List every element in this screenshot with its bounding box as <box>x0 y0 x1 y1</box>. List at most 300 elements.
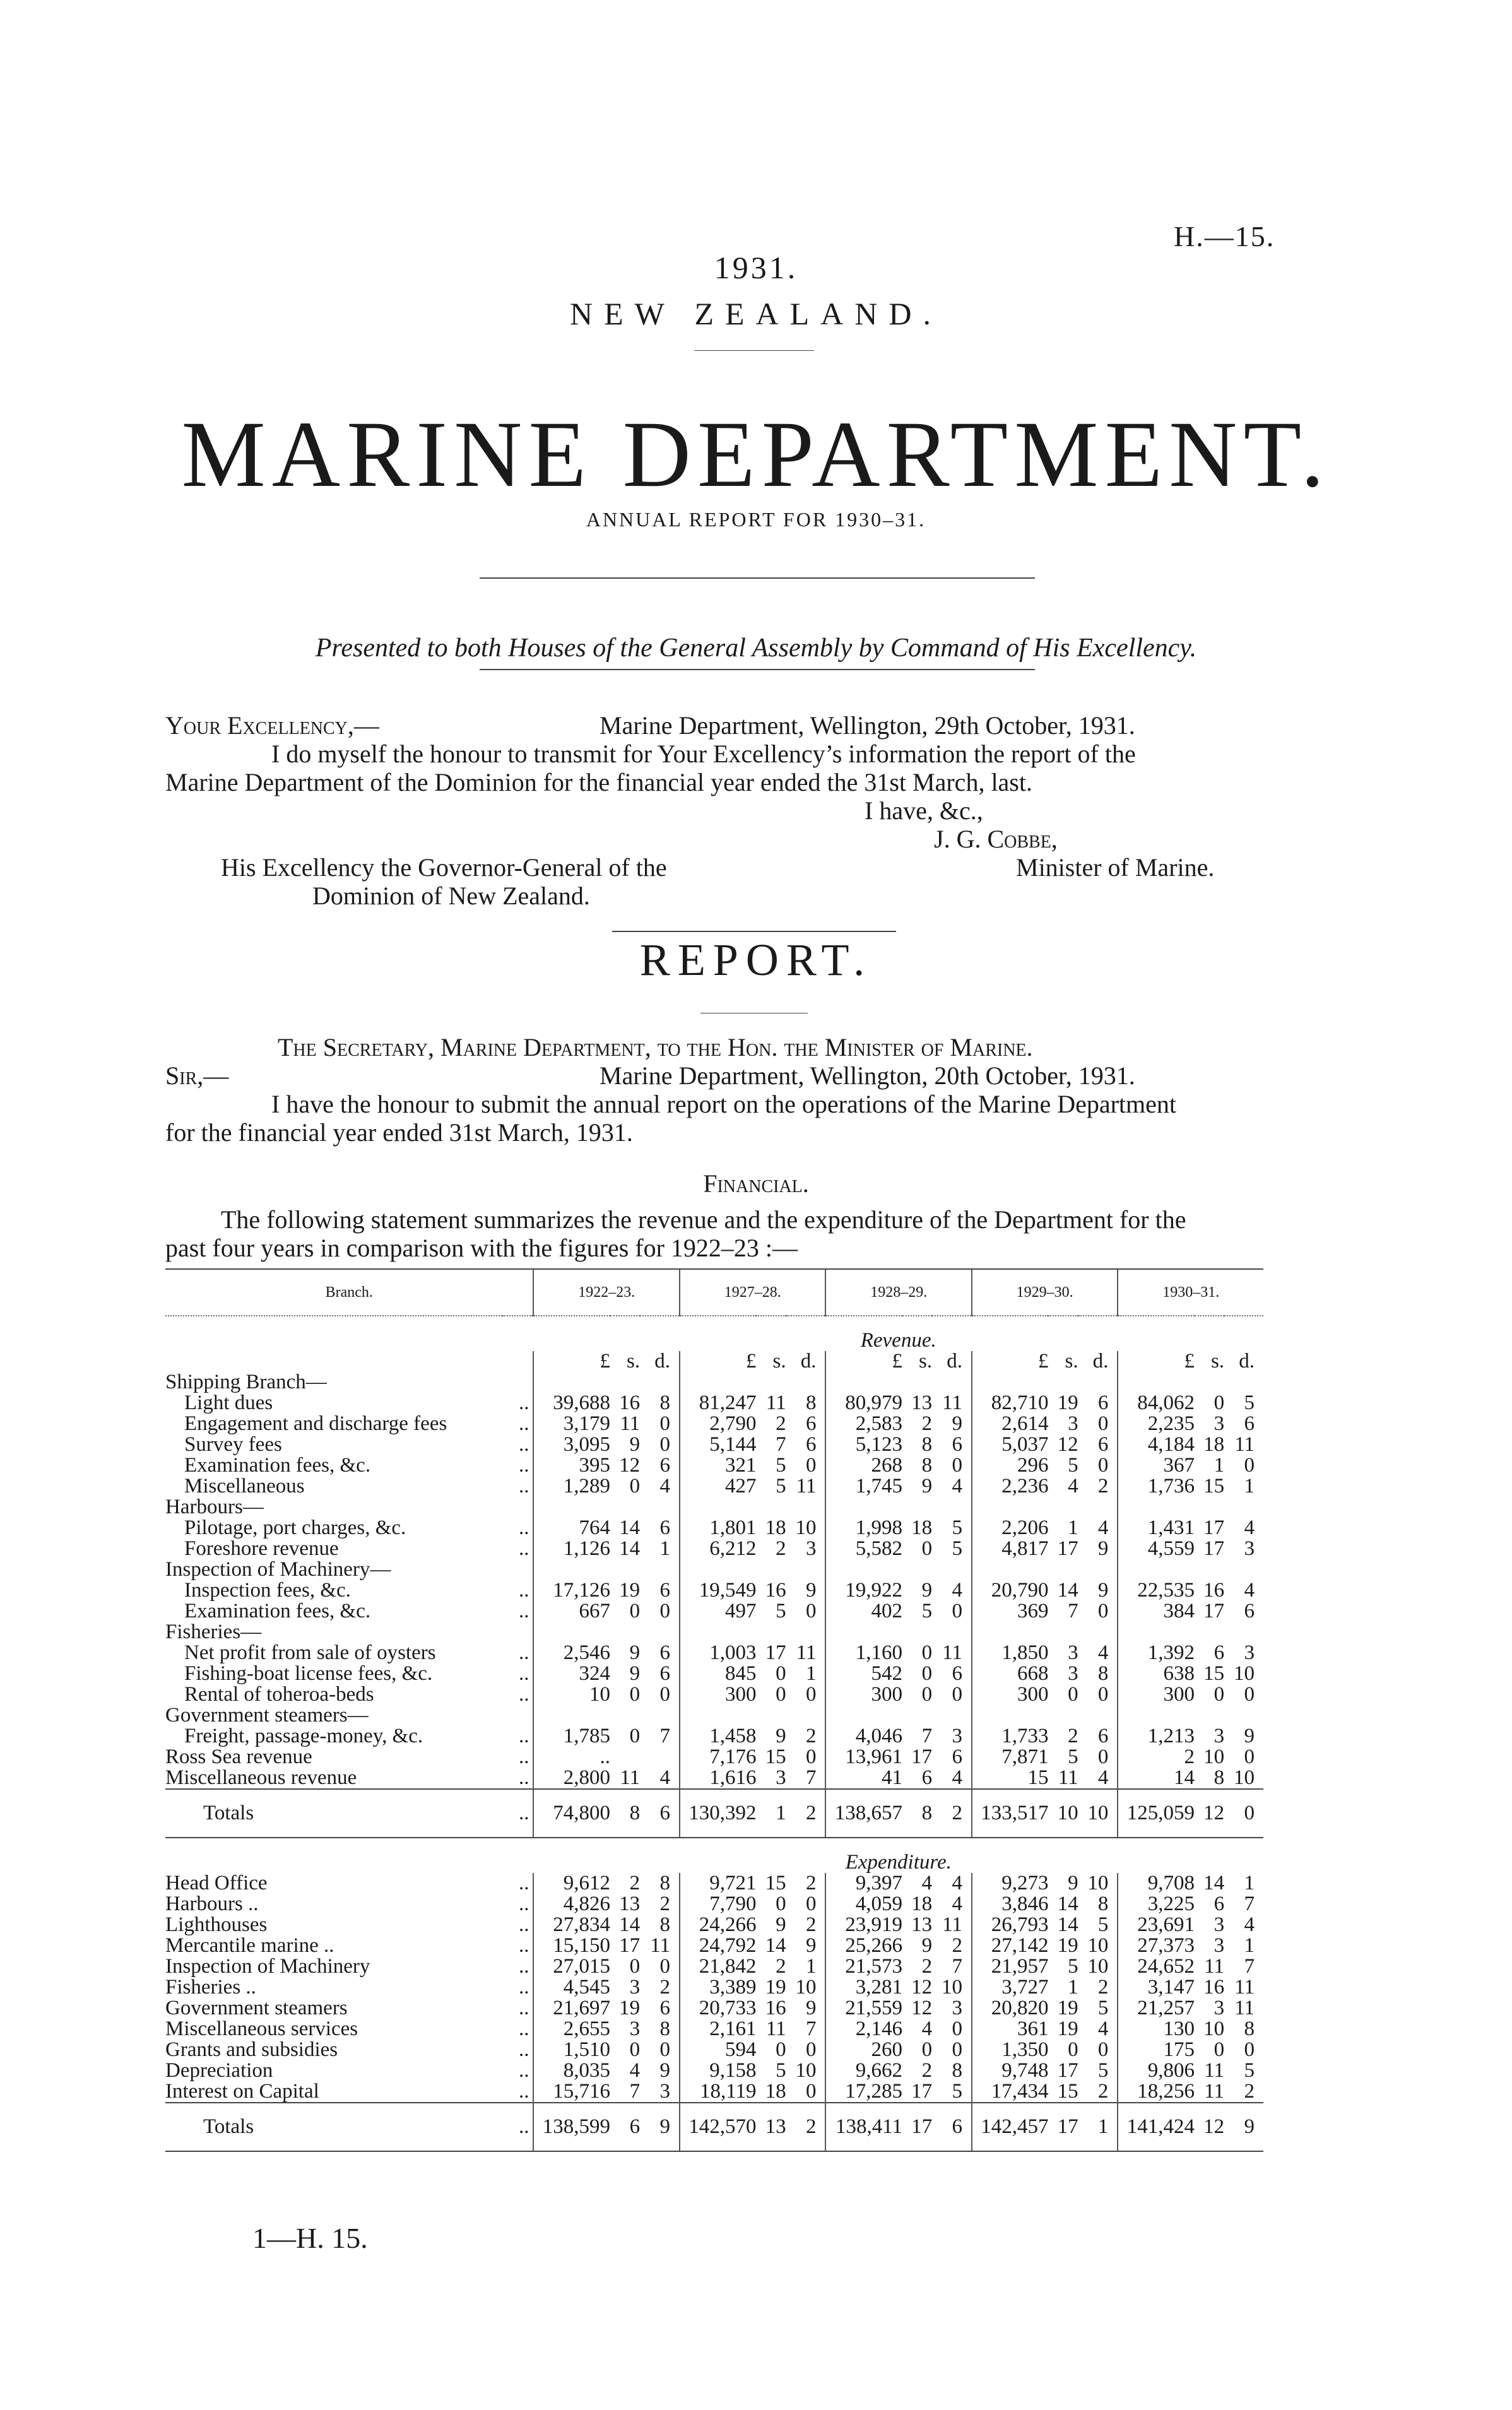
pound-value: 1,733 <box>972 1726 1049 1747</box>
pound-value: 25,266 <box>825 1935 902 1956</box>
table-cell <box>932 1622 972 1643</box>
pence-value: 9 <box>1097 1579 1109 1602</box>
pound-value: 24,652 <box>1118 1956 1195 1977</box>
shilling-value: 17 <box>765 1641 786 1664</box>
shilling-value: 5 <box>1068 1745 1078 1768</box>
shilling-value: 0 <box>921 1537 933 1560</box>
pence-value: 0 <box>805 1683 817 1706</box>
shilling-value: 2 <box>921 1955 933 1978</box>
pound-value: 3,095 <box>533 1434 610 1455</box>
shilling-value: 15 <box>765 1745 786 1768</box>
table-cell <box>680 1497 757 1518</box>
pound-value: 9,662 <box>825 2060 902 2081</box>
leader-dots: .. <box>518 1662 529 1685</box>
shilling-value: 18 <box>1203 1433 1225 1456</box>
shilling-value: 7 <box>921 1725 933 1747</box>
table-cell <box>972 1372 1049 1393</box>
table-cell <box>640 1559 680 1580</box>
letter-salutation: Your Excellency,— <box>165 711 379 740</box>
shilling-value: 0 <box>629 1683 641 1706</box>
table-cell <box>165 1838 502 1873</box>
shilling-value: 6 <box>921 1766 933 1789</box>
pence-value: 1 <box>1244 1872 1255 1894</box>
table-row <box>165 1915 1263 1935</box>
pound-value: 9,397 <box>825 1873 902 1894</box>
shilling-value: 2 <box>921 2059 933 2082</box>
shilling-value: 16 <box>1203 1976 1225 1999</box>
table-cell <box>932 1372 972 1393</box>
pence-value: 1 <box>659 1537 670 1560</box>
report-body-line: I have the honour to submit the annual report on the operations of the Marine Department <box>271 1090 1177 1118</box>
pence-value: 7 <box>1244 1893 1255 1915</box>
shilling-value: 0 <box>776 1893 786 1915</box>
pound-value: 142,457 <box>972 2103 1049 2151</box>
pound-value: 21,257 <box>1118 1998 1195 2019</box>
pence-value: 10 <box>1087 1872 1109 1894</box>
row-label: Fishing-boat license fees, &c. <box>184 1662 433 1685</box>
pence-value: 0 <box>1097 1600 1109 1622</box>
pence-value: 0 <box>659 2038 670 2061</box>
pound-value: 4,559 <box>1118 1539 1195 1559</box>
table-cell <box>825 1497 902 1518</box>
table-cell <box>533 1705 610 1726</box>
shilling-value: 1 <box>1068 1976 1078 1999</box>
presented-line: Presented to both Houses of the General Assembly by Command of His Excellency. <box>315 634 1197 663</box>
pence-value: 6 <box>805 1412 817 1435</box>
pound-value: 133,517 <box>972 1789 1049 1838</box>
pound-value: 17,126 <box>533 1580 610 1601</box>
shilling-value: 0 <box>921 1662 933 1685</box>
pound-value: 39,688 <box>533 1393 610 1414</box>
pound-value: 2,236 <box>972 1476 1049 1497</box>
leader-dots: .. <box>518 1683 529 1706</box>
row-label: Harbours .. <box>165 1893 259 1915</box>
pence-value: 0 <box>659 1600 670 1622</box>
pound-value: 138,657 <box>825 1789 902 1838</box>
pence-value: 6 <box>659 1997 670 2019</box>
pence-value: 11 <box>796 1641 817 1664</box>
pence-value: 8 <box>659 1872 670 1894</box>
shilling-value: 11 <box>1204 1955 1225 1978</box>
pound-value: 18,256 <box>1118 2081 1195 2103</box>
table-cell <box>1195 1497 1224 1518</box>
shilling-value: 8 <box>921 1454 933 1477</box>
shilling-value: 4 <box>921 2017 933 2040</box>
department-title: MARINE DEPARTMENT. <box>181 402 1331 507</box>
row-label: Government steamers— <box>165 1704 369 1727</box>
pound-value: 1,160 <box>825 1643 902 1663</box>
shilling-value: 3 <box>1214 1934 1225 1957</box>
pence-value: 10 <box>1078 1789 1118 1838</box>
shilling-value: 7 <box>1068 1600 1078 1622</box>
pound-value: 23,691 <box>1118 1915 1195 1935</box>
pound-value: 2,790 <box>680 1414 757 1434</box>
pound-value: 142,570 <box>680 2103 757 2151</box>
table-cell <box>756 1705 786 1726</box>
table-cell <box>502 1316 533 1351</box>
leader-dots <box>502 1372 533 1393</box>
financial-table <box>165 1268 1263 2152</box>
table-cell <box>165 1316 502 1351</box>
pence-value: 2 <box>1097 2080 1109 2103</box>
pound-value: 542 <box>825 1663 902 1684</box>
pence-value: 2 <box>1244 2080 1255 2103</box>
pound-value: 138,599 <box>533 2103 610 2151</box>
shilling-value: 8 <box>921 1433 933 1456</box>
section-row <box>165 1838 1263 1873</box>
pound-value: 41 <box>825 1768 902 1789</box>
units-row <box>165 1351 1263 1372</box>
pound-value: 27,834 <box>533 1915 610 1935</box>
shilling-value: 7 <box>629 2080 641 2103</box>
pound-value: 9,273 <box>972 1873 1049 1894</box>
pound-value: 26,793 <box>972 1915 1049 1935</box>
pence-value: 0 <box>952 1600 962 1622</box>
pence-value: 4 <box>1244 1516 1255 1539</box>
pound-value: 10 <box>533 1684 610 1705</box>
unit-pound: £ <box>1118 1351 1195 1372</box>
table-cell <box>825 1622 902 1643</box>
pence-value: 0 <box>805 1454 817 1477</box>
column-header: Branch. <box>165 1269 533 1316</box>
pence-value: 9 <box>1097 1537 1109 1560</box>
shilling-value: 13 <box>911 1913 933 1936</box>
table-cell <box>610 1372 640 1393</box>
shilling-value: 17 <box>902 2103 932 2151</box>
leader-dots: .. <box>518 1433 529 1456</box>
row-label: Government steamers <box>165 1997 348 2019</box>
shilling-value: 0 <box>921 2038 933 2061</box>
shilling-value: 13 <box>756 2103 786 2151</box>
pence-value: 7 <box>805 1766 817 1789</box>
pence-value: 2 <box>786 1789 826 1838</box>
pound-value: 1,213 <box>1118 1726 1195 1747</box>
row-label: Net profit from sale of oysters <box>184 1641 436 1664</box>
table-cell <box>680 1705 757 1726</box>
table-cell <box>902 1622 932 1643</box>
pound-value: 9,708 <box>1118 1873 1195 1894</box>
shilling-value: 9 <box>629 1433 641 1456</box>
pound-value: 1,003 <box>680 1643 757 1663</box>
pound-value: 175 <box>1118 2040 1195 2060</box>
pence-value: 3 <box>952 1997 962 2019</box>
pence-value: 4 <box>659 1475 670 1497</box>
table-cell <box>1224 1705 1263 1726</box>
shilling-value: 4 <box>1068 1475 1078 1497</box>
section-heading: Financial. <box>703 1169 809 1198</box>
pound-value: 9,806 <box>1118 2060 1195 2081</box>
pound-value: 5,582 <box>825 1539 902 1559</box>
shilling-value: 15 <box>1057 2080 1078 2103</box>
table-cell <box>1224 1497 1263 1518</box>
shilling-value: 5 <box>1068 1955 1078 1978</box>
table-row <box>165 1894 1263 1915</box>
shilling-value: 11 <box>765 2017 786 2040</box>
pound-value: 138,411 <box>825 2103 902 2151</box>
shilling-value: 10 <box>1203 1745 1225 1768</box>
report-dateline: Marine Department, Wellington, 20th October, 1931. <box>599 1061 1135 1090</box>
shilling-value: 13 <box>911 1391 933 1414</box>
pence-value: 0 <box>659 1433 670 1456</box>
pence-value: 11 <box>796 1475 817 1497</box>
table-cell <box>1078 1705 1118 1726</box>
pound-value: 268 <box>825 1455 902 1476</box>
shilling-value: 14 <box>765 1934 786 1957</box>
pence-value: 4 <box>1097 1766 1109 1789</box>
table-cell <box>756 1497 786 1518</box>
pound-value: 321 <box>680 1455 757 1476</box>
row-label: Shipping Branch— <box>165 1371 327 1393</box>
shilling-value: 15 <box>765 1872 786 1894</box>
pence-value: 2 <box>932 1789 972 1838</box>
pound-value: 395 <box>533 1455 610 1476</box>
table-row <box>165 1977 1263 1998</box>
shilling-value: 3 <box>629 1976 641 1999</box>
column-header: 1927–28. <box>680 1269 825 1316</box>
pence-value: 0 <box>1224 1789 1263 1838</box>
table-row <box>165 1455 1263 1476</box>
pound-value: 2,800 <box>533 1768 610 1789</box>
pence-value: 0 <box>1097 1745 1109 1768</box>
table-row <box>165 1663 1263 1684</box>
table-cell <box>1224 1622 1263 1643</box>
pound-value: 2,546 <box>533 1643 610 1663</box>
unit-pence: d. <box>1239 1350 1255 1373</box>
pence-value: 2 <box>786 2103 826 2151</box>
shilling-value: 3 <box>1068 1641 1078 1664</box>
pound-value: 1,458 <box>680 1726 757 1747</box>
shilling-value: 10 <box>1203 2017 1225 2040</box>
shilling-value: 18 <box>765 2080 786 2103</box>
pence-value: 0 <box>805 1745 817 1768</box>
shilling-value: 5 <box>921 1600 933 1622</box>
shilling-value: 12 <box>1195 2103 1224 2151</box>
pound-value: 1,616 <box>680 1768 757 1789</box>
row-label: Foreshore revenue <box>184 1537 339 1560</box>
shilling-value: 3 <box>1068 1662 1078 1685</box>
unit-shilling: s. <box>627 1350 641 1373</box>
pence-value: 1 <box>1244 1475 1255 1497</box>
pence-value: 0 <box>1097 1683 1109 1706</box>
shilling-value: 12 <box>911 1997 933 2019</box>
pence-value: 4 <box>952 1872 962 1894</box>
pound-value: 24,266 <box>680 1915 757 1935</box>
pence-value: 3 <box>1244 1537 1255 1560</box>
pence-value: 9 <box>805 1934 817 1957</box>
unit-pound: £ <box>680 1351 757 1372</box>
table-row <box>165 1956 1263 1977</box>
pence-value: 11 <box>942 1641 962 1664</box>
pence-value: 6 <box>659 1662 670 1685</box>
table-row <box>165 1622 1263 1643</box>
shilling-value: 0 <box>629 1955 641 1978</box>
table-cell <box>972 1559 1049 1580</box>
shilling-value: 12 <box>911 1976 933 1999</box>
table-row <box>165 1768 1263 1789</box>
shilling-value: 0 <box>776 1683 786 1706</box>
pence-value: 1 <box>1078 2103 1118 2151</box>
pence-value: 3 <box>659 2080 670 2103</box>
shilling-value: 9 <box>1068 1872 1078 1894</box>
table-row <box>165 2103 1263 2151</box>
pence-value: 7 <box>1244 1955 1255 1978</box>
pence-value: 10 <box>795 1516 817 1539</box>
pound-value: 260 <box>825 2040 902 2060</box>
shilling-value: 17 <box>911 2080 933 2103</box>
table-cell <box>1118 1705 1195 1726</box>
shilling-value: 16 <box>765 1997 786 2019</box>
pound-value: 667 <box>533 1601 610 1622</box>
table-cell <box>640 1622 680 1643</box>
table-cell <box>825 1372 902 1393</box>
shilling-value: 14 <box>1057 1893 1078 1915</box>
year: 1931. <box>714 250 798 285</box>
pence-value: 6 <box>659 1516 670 1539</box>
pence-value: 11 <box>942 1913 962 1936</box>
pence-value: 9 <box>1244 1725 1255 1747</box>
shilling-value: 19 <box>1057 2017 1078 2040</box>
shilling-value: 2 <box>921 1412 933 1435</box>
shilling-value: 17 <box>911 1745 933 1768</box>
shilling-value: 4 <box>921 1872 933 1894</box>
row-label: Mercantile marine .. <box>165 1934 334 1957</box>
pound-value: 2,161 <box>680 2019 757 2040</box>
pound-value: 4,184 <box>1118 1434 1195 1455</box>
pound-value: 300 <box>1118 1684 1195 1705</box>
pence-value: 0 <box>659 1412 670 1435</box>
pence-value: 2 <box>659 1976 670 1999</box>
pence-value: 2 <box>952 1934 962 1957</box>
pound-value: 74,800 <box>533 1789 610 1838</box>
table-cell <box>972 1705 1049 1726</box>
table-cell <box>640 1372 680 1393</box>
unit-pound: £ <box>533 1351 610 1372</box>
shilling-value: 11 <box>1058 1766 1078 1789</box>
leader-dots: .. <box>518 1641 529 1664</box>
shilling-value: 1 <box>1214 1454 1225 1477</box>
shilling-value: 19 <box>765 1976 786 1999</box>
table-cell <box>786 1497 826 1518</box>
country: NEW ZEALAND. <box>570 296 942 331</box>
shilling-value: 18 <box>765 1516 786 1539</box>
pound-value: 9,748 <box>972 2060 1049 2081</box>
pound-value: 130 <box>1118 2019 1195 2040</box>
table-cell <box>533 1559 610 1580</box>
pence-value: 10 <box>1087 1955 1109 1978</box>
signature-mark: 1—H. 15. <box>252 2222 368 2254</box>
pence-value: 2 <box>1097 1475 1109 1497</box>
shilling-value: 3 <box>1214 1412 1225 1435</box>
leader-dots: .. <box>518 2080 529 2103</box>
table-row <box>165 1873 1263 1894</box>
pound-value: 3,147 <box>1118 1977 1195 1998</box>
table-row <box>165 1726 1263 1747</box>
pence-value: 11 <box>1234 1997 1255 2019</box>
row-label: Ross Sea revenue <box>165 1745 312 1768</box>
leader-dots: .. <box>502 2103 533 2151</box>
pence-value: 10 <box>1234 1766 1255 1789</box>
table-cell <box>1078 1372 1118 1393</box>
row-label: Engagement and discharge fees <box>184 1412 447 1435</box>
shilling-value: 17 <box>619 1934 641 1957</box>
pound-value: 4,059 <box>825 1894 902 1915</box>
pence-value: 3 <box>952 1725 962 1747</box>
pence-value: 1 <box>805 1662 817 1685</box>
column-header: 1922–23. <box>533 1269 679 1316</box>
unit-pence: d. <box>1092 1350 1109 1373</box>
shilling-value: 11 <box>1204 2080 1225 2103</box>
pound-value: 141,424 <box>1118 2103 1195 2151</box>
shilling-value: 12 <box>619 1454 641 1477</box>
pence-value: 8 <box>952 2059 962 2082</box>
shilling-value: 8 <box>610 1789 640 1838</box>
shilling-value: 0 <box>1214 2038 1225 2061</box>
table-header-row <box>165 1269 1263 1316</box>
pound-value: 296 <box>972 1455 1049 1476</box>
pound-value: 27,373 <box>1118 1935 1195 1956</box>
row-label: Totals <box>165 2103 502 2151</box>
pound-value: 668 <box>972 1663 1049 1684</box>
shilling-value: 8 <box>1214 1766 1225 1789</box>
table-cell <box>533 1497 610 1518</box>
table-cell <box>1118 1497 1195 1518</box>
pound-value: 300 <box>825 1684 902 1705</box>
table-cell <box>1048 1497 1078 1518</box>
table-cell <box>680 1622 757 1643</box>
table-cell <box>902 1497 932 1518</box>
report-subtitle: ANNUAL REPORT FOR 1930–31. <box>586 508 926 531</box>
table-row <box>165 1518 1263 1539</box>
divider <box>694 350 814 351</box>
pence-value: 7 <box>805 2017 817 2040</box>
pound-value: 27,015 <box>533 1956 610 1977</box>
table-row <box>165 1684 1263 1705</box>
letter-signatory: J. G. Cobbe, <box>934 825 1058 853</box>
shilling-value: 0 <box>921 1683 933 1706</box>
pound-value: 1,745 <box>825 1476 902 1497</box>
shilling-value: 1 <box>1068 1516 1078 1539</box>
intro-line: past four years in comparison with the figures for 1922–23 :— <box>165 1234 798 1262</box>
table-cell <box>932 1497 972 1518</box>
pound-value: 8,035 <box>533 2060 610 2081</box>
leader-dots: .. <box>518 1475 529 1497</box>
pound-value: 1,350 <box>972 2040 1049 2060</box>
pence-value: 2 <box>805 1872 817 1894</box>
pence-value: 9 <box>659 2059 670 2082</box>
pence-value: 4 <box>1244 1913 1255 1936</box>
shilling-value: 0 <box>1214 1683 1225 1706</box>
pound-value: 2,583 <box>825 1414 902 1434</box>
table-row <box>165 1705 1263 1726</box>
report-body-line: for the financial year ended 31st March, 1931. <box>165 1118 633 1147</box>
pence-value: 10 <box>795 2059 817 2082</box>
pence-value: 3 <box>805 1537 817 1560</box>
row-label: Rental of toheroa-beds <box>184 1683 374 1706</box>
shilling-value: 9 <box>629 1662 641 1685</box>
pence-value: 3 <box>1244 1641 1255 1664</box>
pound-value: 1,850 <box>972 1643 1049 1663</box>
pound-value: 19,549 <box>680 1580 757 1601</box>
table-cell <box>972 1622 1049 1643</box>
shilling-value: 14 <box>1203 1872 1225 1894</box>
pound-value: 300 <box>972 1684 1049 1705</box>
shilling-value: 19 <box>1057 1934 1078 1957</box>
pence-value: 2 <box>805 1725 817 1747</box>
pence-value: 4 <box>1244 1579 1255 1602</box>
shilling-value: 15 <box>1203 1475 1225 1497</box>
pound-value: 638 <box>1118 1663 1195 1684</box>
table-cell <box>610 1497 640 1518</box>
